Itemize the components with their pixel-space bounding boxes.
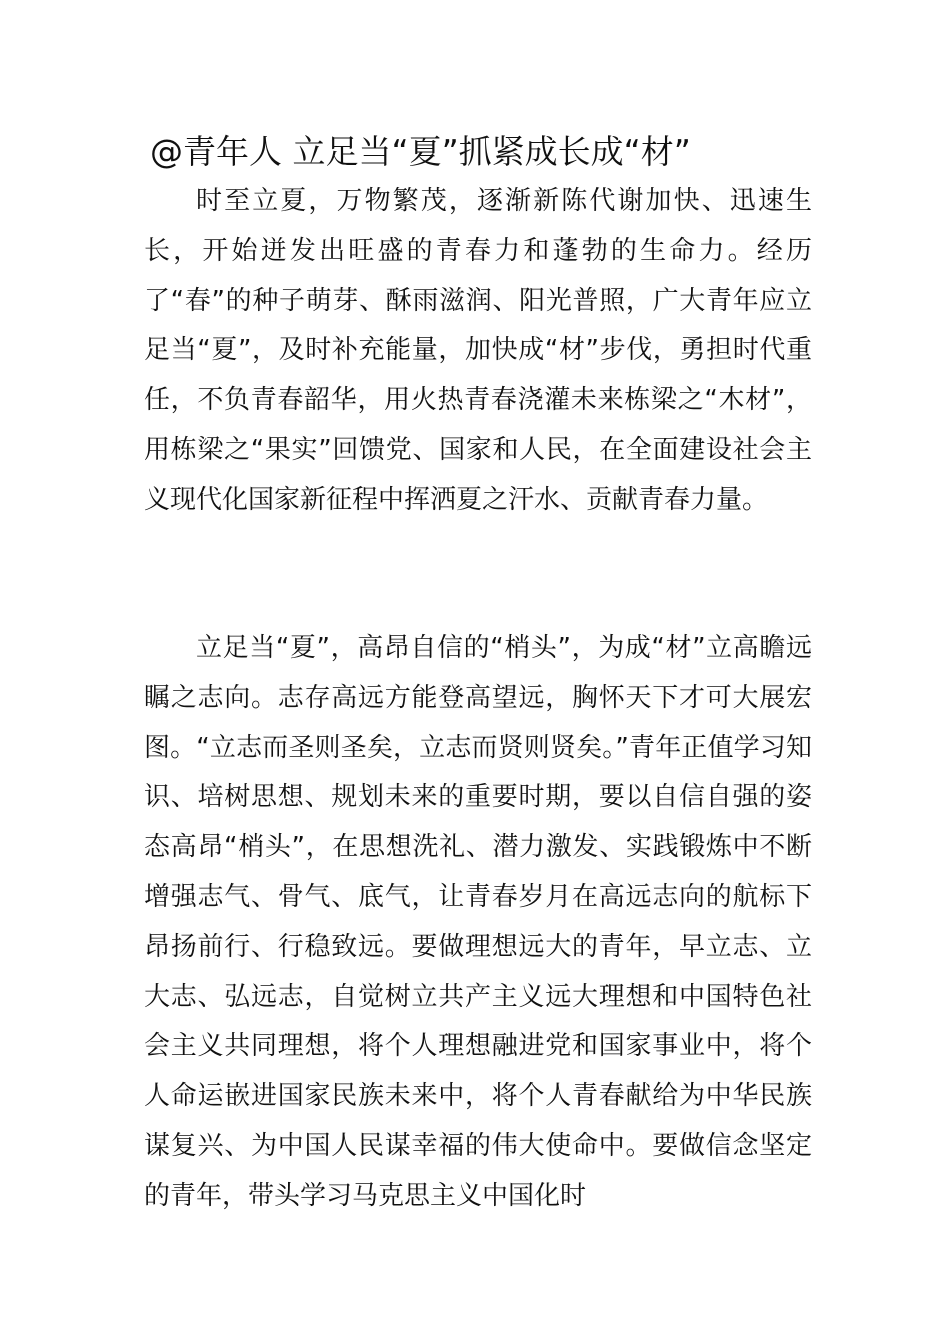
document-title: @青年人 立足当“夏”抓紧成长成“材” [150, 132, 691, 171]
paragraph-1: 时至立夏，万物繁茂，逐渐新陈代谢加快、迅速生长，开始迸发出旺盛的青春力和蓬勃的生命力。经历了“春”的种子萌芽、酥雨滋润、阳光普照，广大青年应立足当“夏”，及时补充能量，加快成“材”步伐，勇担时代重任，不负青春韶华，用火热青春浇灌未来栋梁之“木材”，用栋梁之“果实”回馈党、国家和人民，在全面建设社会主义现代化国家新征程中挥洒夏之汗水、贡献青春力量。 [144, 186, 812, 515]
paragraph-2: 立足当“夏”，高昂自信的“梢头”，为成“材”立高瞻远瞩之志向。志存高远方能登高望远，胸怀天下才可大展宏图。“立志而圣则圣矣，立志而贤则贤矣。”青年正值学习知识、培树思想、规划未来的重要时期，要以自信自强的姿态高昂“梢头”，在思想洗礼、潜力激发、实践锻炼中不断增强志气、骨气、底气，让青春岁月在高远志向的航标下昂扬前行、行稳致远。要做理想远大的青年，早立志、立大志、弘远志，自觉树立共产主义远大理想和中国特色社会主义共同理想，将个人理想融进党和国家事业中，将个人命运嵌进国家民族未来中，将个人青春献给为中华民族谋复兴、为中国人民谋幸福的伟大使命中。要做信念坚定的青年，带头学习马克思主义中国化时 [144, 633, 812, 1211]
